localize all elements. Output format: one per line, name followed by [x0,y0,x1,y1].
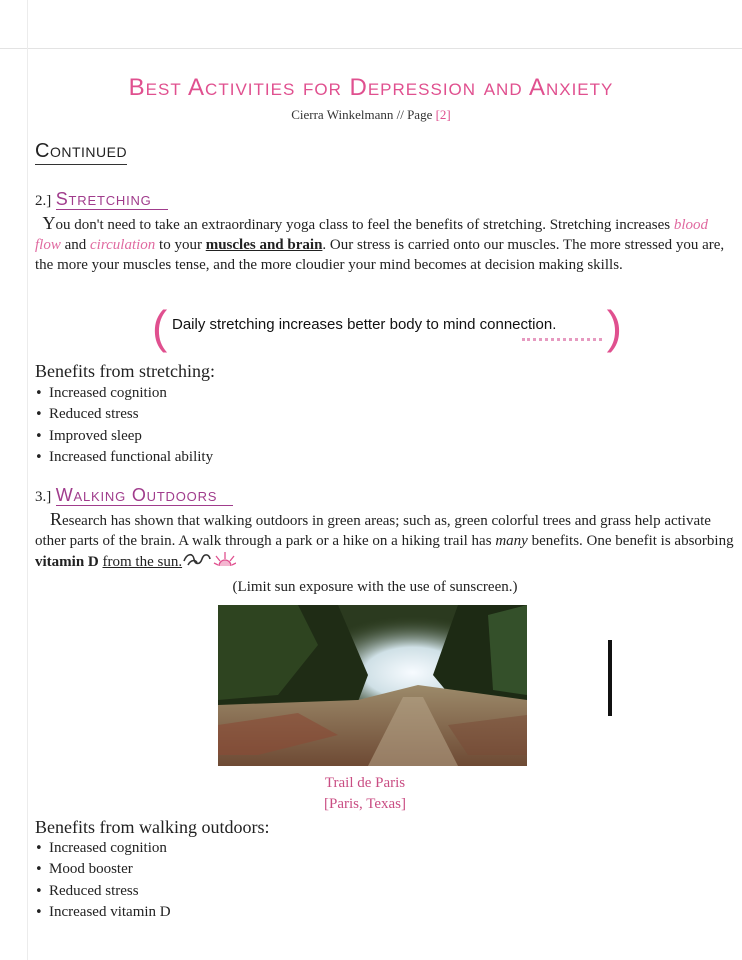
paragraph-text: and [60,237,91,254]
section-title: Stretching [56,189,168,210]
list-item: • Increased cognition [35,383,213,404]
list-item: • Reduced stress [35,881,171,902]
document-title: Best Activities for Depression and Anxiety [128,74,614,101]
page-ruler-left [27,0,28,960]
from-the-sun-text: from the sun. [102,554,183,571]
author-page-label: Cierra Winkelmann // Page [291,107,436,122]
photo-caption-title: Trail de Paris [324,775,406,791]
sun-icon-group [182,551,236,575]
stretching-callout [152,301,622,353]
section-title: Walking Outdoors [56,485,233,506]
paragraph-text: to your [155,237,206,254]
continued-heading: Continued [35,140,127,165]
sun-icon [214,552,236,566]
list-item: • Increased functional ability [35,447,213,468]
blood-flow-term: blood flow [35,217,708,254]
paragraph-text: benefits. One benefit is absorbing [527,533,734,550]
text-cursor-bar [608,640,612,716]
list-item: • Increased cognition [35,838,171,859]
list-item: • Improved sleep [35,426,213,447]
paragraph-text: esearch has shown that walking outdoors in green areas; such as, green colorful trees and grass help activate other parts of the brain. A walk through a park or a hike on a hiking trail has [35,513,711,550]
section-heading-stretching [35,189,168,210]
section-number: 2.] [35,193,52,209]
list-item: • Mood booster [35,859,171,880]
list-item: • Increased vitamin D [35,902,171,923]
walking-paragraph [35,509,735,597]
walking-benefits-list [35,838,171,923]
photo-caption-location: [Paris, Texas] [324,796,406,812]
left-parenthesis: ( [152,301,168,353]
stretching-benefits-list [35,383,213,468]
page-number: [2] [435,107,451,122]
muscles-brain-term: muscles and brain [205,237,323,254]
drop-letter: Y [42,213,56,233]
drop-letter: R [50,509,63,529]
section-heading-walking [35,485,233,506]
list-item: • Reduced stress [35,404,213,425]
circulation-term: circulation [90,237,156,254]
dotted-underline [522,338,602,345]
vitamin-d-term: vitamin D [35,554,99,571]
page-ruler-top [0,48,742,49]
callout-text: Daily stretching increases better body to mind connection. [172,316,557,333]
waves-icon [184,555,210,565]
trail-photo [218,605,527,766]
section-number: 3.] [35,489,52,505]
byline [0,107,742,123]
right-parenthesis: ) [606,301,622,353]
many-emphasis: many [495,533,528,550]
paragraph-text: . Our stress is carried onto our muscles. The more stressed you are, the more your muscles tense, and the more cloudier your mind becomes at decision making skills. [35,237,725,274]
stretching-benefits-heading: Benefits from stretching: [35,361,215,381]
walking-benefits-heading: Benefits from walking outdoors: [35,817,270,837]
paragraph-text: ou don't need to take an extraordinary yoga class to feel the benefits of stretching. Stretching increases [55,217,674,233]
stretching-paragraph [35,213,735,276]
sunscreen-note: (Limit sun exposure with the use of sunscreen.) [232,578,518,595]
